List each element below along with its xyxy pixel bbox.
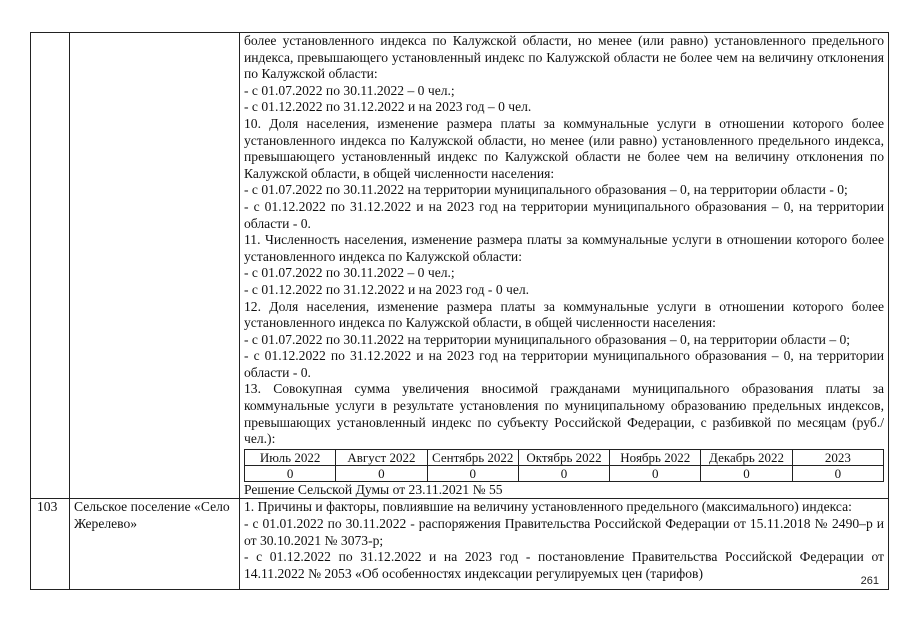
month-header: 2023 xyxy=(792,449,883,465)
paragraph: более установленного индекса по Калужской области, но менее (или равно) установленного предельного индекса, превышающего установленный индекс по Калужской области не более чем на величину отклонения по Калужской области: xyxy=(244,33,884,82)
months-header-row xyxy=(245,449,884,465)
monthly-amounts-table xyxy=(244,449,884,482)
month-value: 0 xyxy=(610,465,701,481)
paragraph: 1. Причины и факторы, повлиявшие на величину установленного предельного (максимального) индекса: xyxy=(244,499,852,515)
paragraph: 12. Доля населения, изменение размера платы за коммунальные услуги в отношении которого более установленного индекса по Калужской области, в общей численности населения: xyxy=(244,298,884,331)
paragraph: - с 01.12.2022 по 31.12.2022 и на 2023 год на территории муниципального образования – 0, на территории области - 0. xyxy=(244,348,884,380)
month-value: 0 xyxy=(792,465,883,481)
month-value: 0 xyxy=(518,465,609,481)
settlement-cell xyxy=(70,33,240,499)
main-table xyxy=(30,32,889,590)
paragraph: - с 01.12.2022 по 31.12.2022 и на 2023 год - постановление Правительства Российской Федерации от 14.11.2022 № 2053 «Об особенностях индексации регулируемых цен (тарифов) xyxy=(244,549,884,581)
paragraph: 10. Доля населения, изменение размера платы за коммунальные услуги в отношении которого более установленного индекса по Калужской области, но менее (или равно) установленного предельного индекса, превышающего установленный индекс по Калужской области не более чем на величину отклонения по Калужской области, в общей численности населения: xyxy=(244,115,884,181)
content-cell xyxy=(240,499,889,590)
months-value-row xyxy=(245,465,884,481)
month-value: 0 xyxy=(245,465,336,481)
paragraph: - с 01.12.2022 по 31.12.2022 и на 2023 год – 0 чел. xyxy=(244,99,532,115)
page-number: 261 xyxy=(860,575,879,587)
paragraph: 13. Совокупная сумма увеличения вносимой гражданами муниципального образования платы за коммунальные услуги в результате установления по муниципальному образованию предельных индексов, превышающих установленный индекс по субъекту Российской Федерации, с разбивкой по месяцам (руб./чел.): xyxy=(244,381,884,447)
content-cell xyxy=(240,33,889,499)
paragraph: - с 01.01.2022 по 30.11.2022 - распоряжения Правительства Российской Федерации от 15.11.2018 № 2490–р и от 30.10.2021 № 3073-р; xyxy=(244,516,884,548)
paragraph: - с 01.07.2022 по 30.11.2022 – 0 чел.; xyxy=(244,265,455,281)
month-header: Ноябрь 2022 xyxy=(610,449,701,465)
table-row xyxy=(31,499,889,590)
paragraph: - с 01.12.2022 по 31.12.2022 и на 2023 год - 0 чел. xyxy=(244,281,530,297)
table-row xyxy=(31,33,889,499)
month-header: Сентябрь 2022 xyxy=(427,449,518,465)
month-header: Декабрь 2022 xyxy=(701,449,792,465)
month-value: 0 xyxy=(427,465,518,481)
decision-text: Решение Сельской Думы от 23.11.2021 № 55 xyxy=(244,481,503,497)
paragraph: - с 01.07.2022 по 30.11.2022 на территории муниципального образования – 0, на территории области – 0; xyxy=(244,331,851,347)
month-value: 0 xyxy=(336,465,427,481)
row-number-cell: 103 xyxy=(31,499,70,590)
row-number-cell xyxy=(31,33,70,499)
settlement-cell: Сельское поселение «Село Жерелево» xyxy=(70,499,240,590)
paragraph: 11. Численность населения, изменение размера платы за коммунальные услуги в отношении которого более установленного индекса по Калужской области: xyxy=(244,232,884,264)
paragraph: - с 01.07.2022 по 30.11.2022 – 0 чел.; xyxy=(244,82,455,98)
paragraph: - с 01.12.2022 по 31.12.2022 и на 2023 год на территории муниципального образования – 0, на территории области - 0. xyxy=(244,198,884,231)
month-header: Июль 2022 xyxy=(245,449,336,465)
month-header: Август 2022 xyxy=(336,449,427,465)
paragraph: - с 01.07.2022 по 30.11.2022 на территории муниципального образования – 0, на территории области - 0; xyxy=(244,182,848,198)
month-value: 0 xyxy=(701,465,792,481)
month-header: Октябрь 2022 xyxy=(518,449,609,465)
